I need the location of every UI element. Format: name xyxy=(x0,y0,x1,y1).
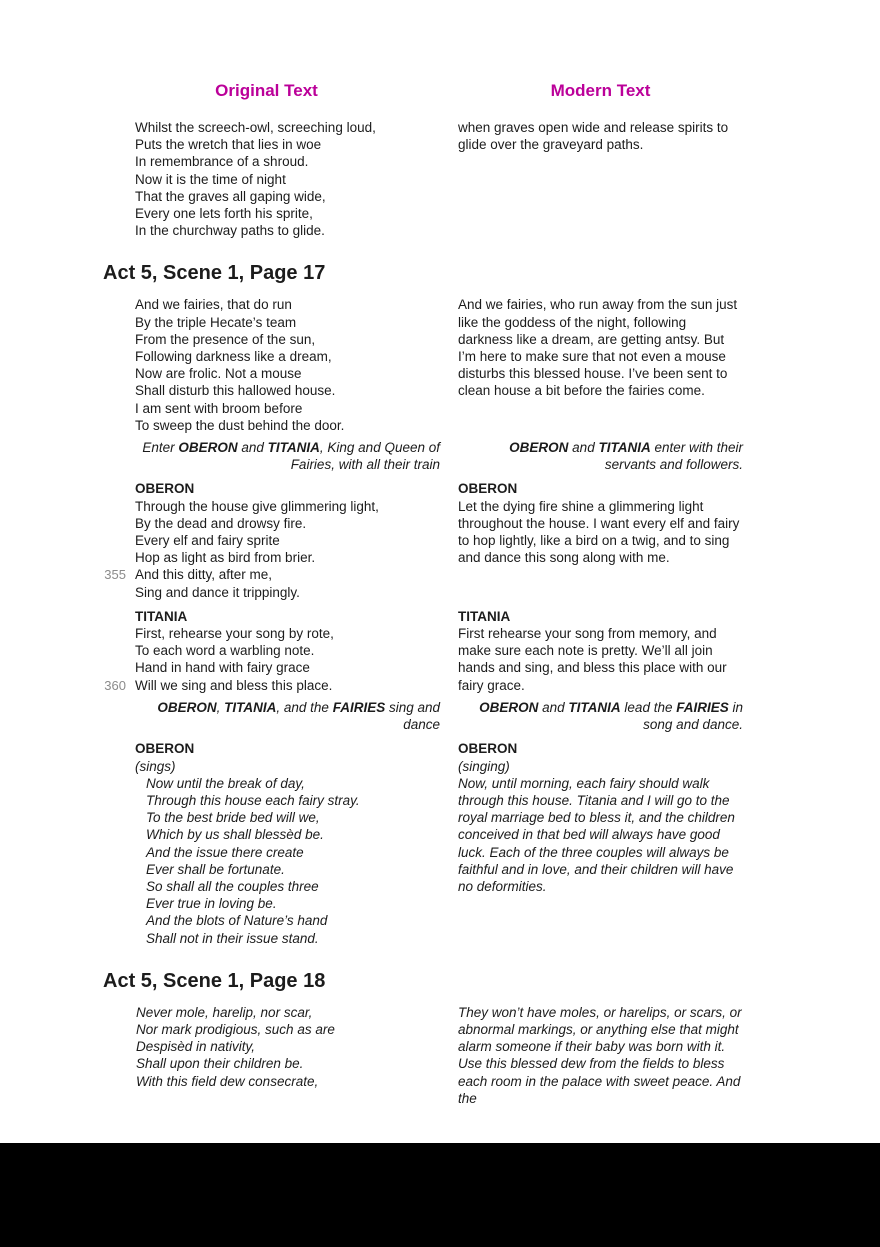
page-heading-18: Act 5, Scene 1, Page 18 xyxy=(103,969,326,992)
modern-column-header-cell xyxy=(458,81,743,101)
original-text-header: Original Text xyxy=(215,81,318,100)
verse-line xyxy=(135,171,440,188)
stage-text: enter with their servants and followers. xyxy=(604,440,743,473)
verse-line-text: Shall upon their children be. xyxy=(136,1056,304,1072)
stage-text: , King and Queen of Fairies, with all their train xyxy=(290,440,440,473)
verse-line-text: Will we sing and bless this place. xyxy=(135,677,333,693)
verse-line xyxy=(135,659,440,676)
character-name: FAIRIES xyxy=(332,699,386,715)
verse-line xyxy=(135,417,440,434)
verse-line-text: Every one lets forth his sprite, xyxy=(135,206,313,222)
verse-line-text: Nor mark prodigious, such as are xyxy=(136,1021,335,1037)
verse-line xyxy=(135,584,440,601)
verse-line-text: From the presence of the sun, xyxy=(135,331,316,347)
page-heading-17: Act 5, Scene 1, Page 17 xyxy=(103,262,326,285)
stage-direction-enter xyxy=(0,439,880,473)
verse-line xyxy=(136,1073,440,1090)
original-verse-fairy xyxy=(93,296,440,434)
stage-text: , and the xyxy=(276,699,333,715)
verse-pair-intro xyxy=(0,119,880,239)
character-name: TITANIA xyxy=(598,440,651,456)
stage-text: in song and dance. xyxy=(643,699,743,733)
verse-line-text: To the best bride bed will we, xyxy=(146,810,320,826)
column-headers xyxy=(0,81,880,101)
character-name: TITANIA xyxy=(224,699,277,715)
verse-line xyxy=(135,382,440,399)
original-verse-final xyxy=(93,1004,440,1090)
verse-line-text: In remembrance of a shroud. xyxy=(135,154,309,170)
stage-text: and xyxy=(538,699,569,715)
modern-paragraph-oberon-song: Now, until morning, each fairy should walk through this house. Titania and I will go to the royal marriage bed to bless it, and the children conceived in that bed will always have good luck. Each of the three couples will always be faithful and in love, and their children will have no deformities. xyxy=(458,775,735,894)
speaker-name-titania: TITANIA xyxy=(135,608,188,624)
verse-line-text: Through this house each fairy stray. xyxy=(146,792,360,808)
verse-line xyxy=(136,1021,440,1038)
verse-line-text: To sweep the dust behind the door. xyxy=(135,417,345,433)
speaker-name-oberon-2: OBERON xyxy=(135,741,195,757)
original-speech-oberon-1 xyxy=(93,498,440,601)
verse-line-text: Now are frolic. Not a mouse xyxy=(135,366,302,382)
character-name: OBERON xyxy=(157,699,217,715)
modern-paragraph-oberon-1: Let the dying fire shine a glimmering light throughout the house. I want every elf and fairy to hop lightly, like a bird on a twig, and to sing and dance this song along with me. xyxy=(458,498,740,566)
verse-line xyxy=(135,331,440,348)
speaker-name-titania-modern: TITANIA xyxy=(458,608,511,624)
modern-text-header: Modern Text xyxy=(550,81,651,100)
verse-line xyxy=(146,930,440,947)
speech-oberon-song xyxy=(0,740,880,946)
verse-line-text: First, rehearse your song by rote, xyxy=(135,626,334,642)
verse-line xyxy=(135,188,440,205)
verse-line xyxy=(135,498,440,515)
verse-line xyxy=(135,136,440,153)
verse-line-text: Never mole, harelip, nor scar, xyxy=(136,1004,313,1020)
verse-line xyxy=(135,532,440,549)
verse-line xyxy=(136,1004,440,1021)
verse-line xyxy=(146,912,440,929)
stage-text: , xyxy=(216,699,225,715)
verse-line-text: Whilst the screech-owl, screeching loud, xyxy=(135,120,376,135)
verse-line xyxy=(135,314,440,331)
verse-line xyxy=(146,809,440,826)
verse-line xyxy=(146,792,440,809)
verse-line-text: I am sent with broom before xyxy=(135,400,303,416)
verse-line-text: Every elf and fairy sprite xyxy=(135,533,280,549)
verse-line xyxy=(135,222,440,239)
speech-titania xyxy=(0,608,880,694)
verse-line-text: Despisèd in nativity, xyxy=(136,1039,256,1055)
stage-direction-original xyxy=(93,439,440,473)
verse-line-text: And the blots of Nature’s hand xyxy=(146,913,328,929)
verse-line xyxy=(146,844,440,861)
stage-direction-modern xyxy=(458,439,743,473)
character-name: TITANIA xyxy=(267,440,320,456)
speaker-name-oberon-2-modern: OBERON xyxy=(458,741,518,757)
verse-line xyxy=(135,119,440,136)
verse-line xyxy=(135,365,440,382)
verse-line-text: Ever true in loving be. xyxy=(146,896,277,912)
verse-pair-fairy xyxy=(0,296,880,434)
verse-line xyxy=(135,153,440,170)
speaker-name-oberon: OBERON xyxy=(135,481,195,497)
verse-line xyxy=(146,861,440,878)
bottom-black-bar xyxy=(0,1143,880,1247)
line-number: 360 xyxy=(104,677,126,693)
stage-direction-dance-original xyxy=(93,699,440,733)
verse-line-text: Hand in hand with fairy grace xyxy=(135,660,310,676)
verse-line-text: Shall not in their issue stand. xyxy=(146,930,319,946)
verse-line-text: By the triple Hecate’s team xyxy=(135,314,297,330)
verse-line-text: Now it is the time of night xyxy=(135,171,286,187)
verse-line xyxy=(135,205,440,222)
direction-singing: (singing) xyxy=(458,758,510,774)
verse-line xyxy=(135,515,440,532)
character-name: OBERON xyxy=(178,440,238,456)
verse-line-text: Shall disturb this hallowed house. xyxy=(135,383,336,399)
speech-oberon-1 xyxy=(0,480,880,600)
verse-pair-final xyxy=(0,1004,880,1107)
verse-line-text: With this field dew consecrate, xyxy=(136,1073,319,1089)
character-name: OBERON xyxy=(509,440,569,456)
verse-line-text: Puts the wretch that lies in woe xyxy=(135,137,322,153)
verse-line-text: To each word a warbling note. xyxy=(135,643,315,659)
verse-line-text: Which by us shall blessèd be. xyxy=(146,827,324,843)
modern-paragraph-final: They won’t have moles, or harelips, or scars, or abnormal markings, or anything else that might alarm someone if their baby was born with it. Use this blessed dew from the fields to bless each room in the palace with sweet peace. And the xyxy=(458,1004,742,1106)
verse-line-text: Now until the break of day, xyxy=(146,775,305,791)
stage-text: and xyxy=(237,440,268,456)
verse-line xyxy=(135,642,440,659)
verse-line-text: Ever shall be fortunate. xyxy=(146,861,285,877)
verse-line-text: Hop as light as bird from brier. xyxy=(135,550,316,566)
verse-line-text: Through the house give glimmering light, xyxy=(135,498,379,514)
verse-line-text: By the dead and drowsy fire. xyxy=(135,515,307,531)
verse-line-text: And we fairies, that do run xyxy=(135,297,292,313)
stage-text: Enter xyxy=(142,440,179,456)
verse-line xyxy=(136,1038,440,1055)
verse-line xyxy=(146,826,440,843)
verse-line xyxy=(135,400,440,417)
verse-line xyxy=(135,348,440,365)
line-number: 355 xyxy=(104,567,126,583)
verse-line xyxy=(146,895,440,912)
verse-line xyxy=(136,1055,440,1072)
stage-direction-dance-modern xyxy=(458,699,743,733)
verse-line-text: Following darkness like a dream, xyxy=(135,349,332,365)
verse-line-text: And this ditty, after me, xyxy=(135,567,273,583)
stage-text: lead the xyxy=(620,699,677,715)
original-column-header-cell xyxy=(93,81,440,101)
verse-line xyxy=(135,625,440,642)
verse-line-text: So shall all the couples three xyxy=(146,878,319,894)
character-name: FAIRIES xyxy=(676,699,729,715)
verse-line-text: Sing and dance it trippingly. xyxy=(135,584,300,600)
character-name: OBERON xyxy=(479,699,539,715)
original-verse-intro xyxy=(93,119,440,239)
verse-line xyxy=(146,878,440,895)
verse-line-text: In the churchway paths to glide. xyxy=(135,223,325,239)
verse-line xyxy=(104,566,440,583)
original-speech-titania xyxy=(93,625,440,694)
stage-direction-dance xyxy=(0,699,880,733)
verse-line xyxy=(135,296,440,313)
stage-text: and xyxy=(568,440,599,456)
modern-paragraph-intro: when graves open wide and release spirits to glide over the graveyard paths. xyxy=(458,120,729,153)
speaker-name-oberon-modern: OBERON xyxy=(458,481,518,497)
original-song-oberon xyxy=(93,775,440,947)
direction-sings: (sings) xyxy=(135,758,176,774)
verse-line-text: And the issue there create xyxy=(146,844,304,860)
modern-paragraph-titania: First rehearse your song from memory, and make sure each note is pretty. We’ll all join hands and sing, and bless this place with our fairy grace. xyxy=(458,626,727,693)
verse-line xyxy=(135,549,440,566)
modern-paragraph-fairy: And we fairies, who run away from the sun just like the goddess of the night, following darkness like a dream, are getting antsy. But I’m here to make sure that not even a mouse disturbs this blessed house. I’ve been sent to clean house a bit before the fairies come. xyxy=(458,297,738,399)
stage-text: sing and dance xyxy=(385,699,440,733)
verse-line-text: That the graves all gaping wide, xyxy=(135,188,326,204)
verse-line xyxy=(104,677,440,694)
character-name: TITANIA xyxy=(568,699,621,715)
verse-line xyxy=(146,775,440,792)
